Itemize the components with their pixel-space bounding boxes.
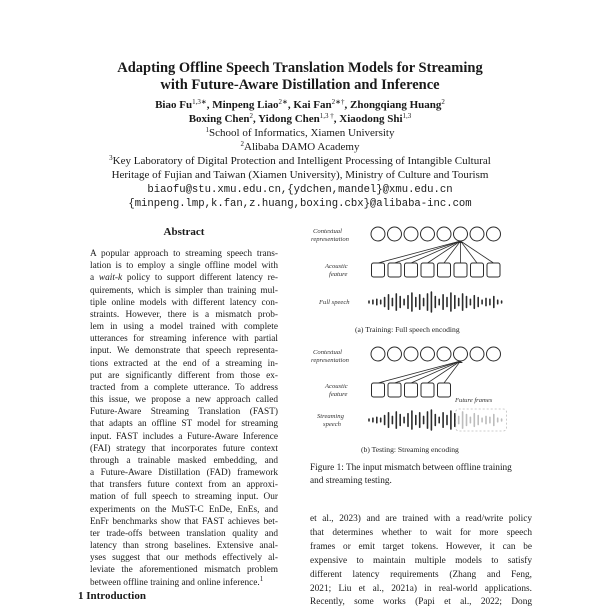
acoustic-feature-box xyxy=(388,263,401,277)
attention-arrow xyxy=(461,241,494,263)
panel-b-acoustic-boxes xyxy=(372,383,451,397)
panel-b-label-speech: Streaming speech xyxy=(317,413,344,428)
attention-arrow xyxy=(395,241,461,263)
contextual-node xyxy=(371,227,385,241)
abstract-line: latency than strong baselines. Extensive anal- xyxy=(90,541,278,552)
panel-b-label-context: Contextual representation xyxy=(311,349,349,364)
acoustic-feature-box xyxy=(405,383,418,397)
body-line: frames or emit target tokens. However, it can be xyxy=(310,541,532,552)
contextual-node xyxy=(454,347,468,361)
contextual-node xyxy=(421,347,435,361)
abstract-line: a Future-Aware Distillation (FAD) framework xyxy=(90,468,278,479)
contextual-node xyxy=(371,347,385,361)
abstract-line: that transfers future context from an approxi- xyxy=(90,480,278,491)
body-line: Recently, some works (Papi et al., 2022; Dong xyxy=(310,597,532,608)
panel-b-attention-arrows xyxy=(378,361,463,383)
affiliation-3 xyxy=(0,154,600,168)
abstract-line: mation of full speech to streaming input. Our xyxy=(90,492,278,503)
author-name: Boxing Chen xyxy=(188,113,250,125)
author-affiliation-mark: 2 xyxy=(249,112,254,120)
panel-b-caption: (b) Testing: Streaming encoding xyxy=(361,445,459,454)
abstract-line: a wait-k policy to support different latency re- xyxy=(90,273,278,284)
contextual-node xyxy=(404,227,418,241)
abstract-line: EnFr benchmarks show that FAST achieves bet- xyxy=(90,516,278,527)
panel-a-waveform xyxy=(369,292,502,312)
author-line-1: Biao $Fu^{1,3∗}$, Minpeng Liao$^{2∗}$, Kai Fan$^{2∗\dagger}$, Zhongqiang Huang$^2$ xyxy=(155,98,445,111)
author-name: Minpeng Liao xyxy=(212,99,279,111)
paper-title-line-2: with Future-Aware Distillation and Inference xyxy=(160,77,440,93)
abstract-line: lem in using a model trained with complete xyxy=(90,322,278,333)
abstract-line: that adapts an offline ST model for streaming xyxy=(90,419,278,430)
acoustic-feature-box xyxy=(454,263,467,277)
contextual-node xyxy=(437,347,451,361)
contextual-node xyxy=(388,227,402,241)
email-line-1: biaofu@stu.xmu.edu.cn,{ydchen,mandel}@xmu.edu.cn xyxy=(147,184,453,196)
affiliation-2 xyxy=(0,140,600,154)
acoustic-feature-box xyxy=(421,383,434,397)
acoustic-feature-box xyxy=(487,263,500,277)
abstract-line: lation is to employ a single offline model with xyxy=(90,261,278,272)
abstract-line: ter trade-offs between translation quality and xyxy=(90,528,278,539)
abstract-line: straints. However, there is a mismatch prob- xyxy=(90,309,278,320)
panel-a-attention-arrows xyxy=(378,241,494,263)
attention-arrow xyxy=(428,241,461,263)
affiliation-text: Key Laboratory of Digital Protection and Intelligent Processing of Intangible Cultural xyxy=(112,155,491,167)
panel-b-label-future: Future frames xyxy=(455,397,493,404)
abstract-line: between offline training and online inference.$^1$ xyxy=(90,574,264,588)
panel-a-labels xyxy=(311,228,350,306)
contextual-node xyxy=(487,347,501,361)
panel-b-contextual-nodes xyxy=(371,347,501,361)
abstract-line: put are significantly different from those ex- xyxy=(90,370,278,381)
author-affiliation-mark: 1,3 † xyxy=(319,112,334,120)
abstract-line: (FAI) strategy that incorporates future context xyxy=(90,443,278,454)
figure-1 xyxy=(305,220,525,490)
author-affiliation-mark: 1,3∗ xyxy=(192,98,207,106)
panel-b-labels xyxy=(311,349,493,428)
author-name: Kai Fan xyxy=(293,99,332,111)
author-name: Biao Fu xyxy=(155,99,193,111)
attention-arrow xyxy=(395,361,461,383)
contextual-node xyxy=(470,227,484,241)
abstract-heading: Abstract xyxy=(163,226,205,238)
contextual-node xyxy=(487,227,501,241)
panel-a-caption: (a) Training: Full speech encoding xyxy=(355,325,460,334)
affiliation-text: Alibaba DAMO Academy xyxy=(244,141,360,153)
acoustic-feature-box xyxy=(405,263,418,277)
panel-a-contextual-nodes xyxy=(371,227,501,241)
abstract-line: yses suggest that our methods effectively al- xyxy=(90,553,278,564)
abstract-body xyxy=(90,248,278,589)
author-affiliation-mark: 1,3 xyxy=(402,112,412,120)
acoustic-feature-box xyxy=(372,263,385,277)
panel-b-waveform xyxy=(369,409,507,431)
email-line-2: {minpeng.lmp,k.fan,z.huang,boxing.cbx}@alibaba-inc.com xyxy=(128,198,472,210)
affiliation-text: School of Informatics, Xiamen University xyxy=(209,127,395,139)
panel-b-label-acoustic: Acoustic feature xyxy=(325,383,348,398)
author-affiliation-mark: 2∗† xyxy=(331,98,345,106)
body-line: 2021; Liu et al., 2021a) in real-world applications. xyxy=(310,583,532,594)
figure-1-caption xyxy=(310,462,532,487)
panel-a-label-speech: Full speech xyxy=(319,299,350,306)
author-name: Xiaodong Shi xyxy=(339,113,403,125)
abstract-line: A popular approach to streaming speech trans- xyxy=(90,249,278,259)
acoustic-feature-box xyxy=(388,383,401,397)
affiliation-3-cont xyxy=(0,168,600,182)
author-line-2: Boxing Chen$^2$, Yidong Chen$^{1,3 \dagger}$, Xiaodong Shi$^{1,3}$ xyxy=(188,112,412,125)
author-name: Yidong Chen xyxy=(258,113,320,125)
abstract-line: input. We demonstrate that speech representa- xyxy=(90,346,278,357)
abstract-line: utterances for streaming inference with partial xyxy=(90,334,278,345)
attention-arrow xyxy=(428,361,461,383)
contextual-node xyxy=(437,227,451,241)
abstract-line: experiments on the MuST-C EnDe, EnEs, and xyxy=(90,504,278,515)
affiliation-text: Heritage of Fujian and Taiwan (Xiamen University), Ministry of Culture and Tourism xyxy=(111,169,489,181)
paper-title-line-1: Adapting Offline Speech Translation Models for Streaming xyxy=(117,60,483,76)
panel-a-acoustic-boxes xyxy=(372,263,501,277)
abstract-line: through a trainable masked embedding, and xyxy=(90,455,278,466)
body-line: expensive to maintain multiple models to satisfy xyxy=(310,555,532,566)
abstract-line: input. FAST includes a Future-Aware Inference xyxy=(90,431,278,442)
contextual-node xyxy=(454,227,468,241)
right-column-body xyxy=(310,513,532,610)
section-heading-introduction: 1 Introduction xyxy=(78,590,146,602)
abstract-line: leviate the aforementioned mismatch problem xyxy=(90,565,278,576)
abstract-line: tracted from a complete utterance. To address xyxy=(90,382,278,393)
body-line: different latency requirements (Zhang and Feng, xyxy=(310,569,532,580)
footnote-mark: 1 xyxy=(259,574,264,583)
author-name: Zhongqiang Huang xyxy=(349,99,442,111)
author-affiliation-mark: 2 xyxy=(441,98,445,106)
body-line: that determines whether to wait for more speech xyxy=(310,527,532,538)
figure-caption-line: Figure 1: The input mismatch between offline training xyxy=(310,463,512,473)
acoustic-feature-box xyxy=(421,263,434,277)
abstract-line: Future-Aware Streaming Translation (FAST) xyxy=(90,407,278,418)
contextual-node xyxy=(421,227,435,241)
acoustic-feature-box xyxy=(372,383,385,397)
panel-a-label-acoustic: Acoustic feature xyxy=(325,263,348,278)
affiliation-mark: 3 xyxy=(109,154,113,162)
acoustic-feature-box xyxy=(438,263,451,277)
affiliation-mark: 2 xyxy=(240,140,244,148)
attention-arrow xyxy=(461,241,478,263)
affiliation-1 xyxy=(0,126,600,140)
author-affiliation-mark: 2∗ xyxy=(278,98,288,106)
affiliation-mark: 1 xyxy=(205,126,210,134)
figure-caption-line: and streaming testing. xyxy=(310,475,392,486)
acoustic-feature-box xyxy=(438,383,451,397)
body-line: et al., 2023) and are trained with a read/write policy xyxy=(310,514,532,524)
abstract-line: this issue, we propose a new approach called xyxy=(90,395,278,406)
abstract-line: quirements, which is simpler than training mul- xyxy=(90,285,278,296)
abstract-line: tiple online models with different latency con- xyxy=(90,297,278,308)
contextual-node xyxy=(388,347,402,361)
contextual-node xyxy=(404,347,418,361)
abstract-line: tions extracted at the end of a streaming in- xyxy=(90,358,278,369)
panel-a-label-context: Contextual representation xyxy=(311,228,349,243)
contextual-node xyxy=(470,347,484,361)
acoustic-feature-box xyxy=(471,263,484,277)
